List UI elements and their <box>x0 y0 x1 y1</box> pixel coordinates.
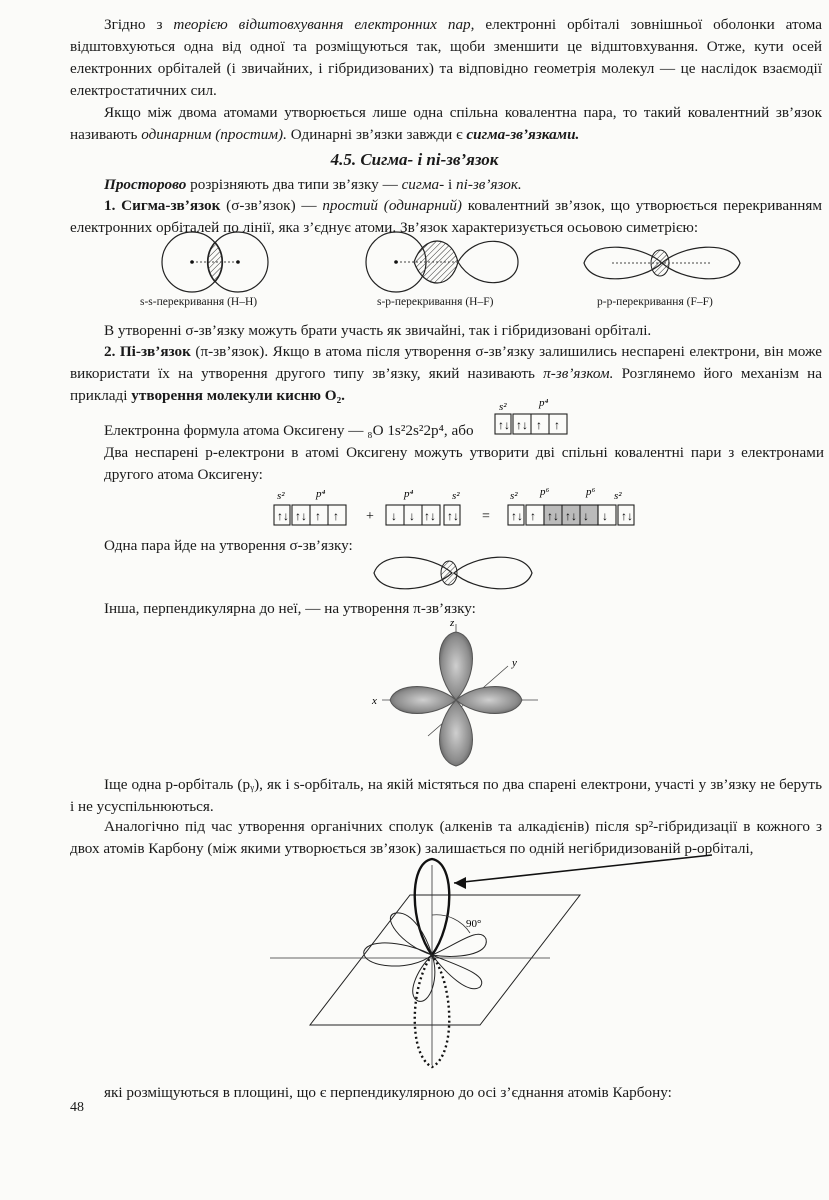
text-emphasis: π-зв’язком. <box>543 365 614 382</box>
svg-text:↑: ↑ <box>333 509 339 523</box>
text-emphasis: теорією відштовхування електронних пар, <box>173 16 475 33</box>
label-s2: s² <box>510 490 518 502</box>
o2-molecule-boxes <box>508 486 634 525</box>
label-p4: p⁴ <box>539 397 549 409</box>
sp-overlap-diagram <box>366 232 526 292</box>
text-emphasis: сигма-зв’язками. <box>466 126 580 143</box>
axis-y-label: y <box>512 657 517 669</box>
text: розрізняють два типи зв’язку — <box>186 176 402 193</box>
svg-text:↑↓: ↑↓ <box>547 509 559 523</box>
svg-text:↑↓: ↑↓ <box>498 418 510 432</box>
label-s2: s² <box>277 490 285 502</box>
paragraph-single-bond <box>70 102 822 146</box>
paragraph-plane: які розміщуються в площині, що є перпендикулярною до осі з’єднання атомів Карбону: <box>104 1084 672 1101</box>
svg-text:↑↓: ↑↓ <box>295 509 307 523</box>
text: (σ-зв’язок) — <box>220 197 323 214</box>
svg-text:↑↓: ↑↓ <box>511 509 523 523</box>
caption-ss: s-s-перекривання (H–H) <box>140 296 258 308</box>
paragraph-sigma-pair: Одна пара йде на утворення σ-зв’язку: <box>104 537 353 554</box>
label-p4: p⁴ <box>316 488 326 500</box>
svg-text:↓: ↓ <box>391 509 397 523</box>
svg-text:↑↓: ↑↓ <box>277 509 289 523</box>
paragraph-oxygen-formula: Електронна формула атома Оксигену — ₈O 1s²2s²2p⁴, або <box>104 422 474 439</box>
svg-text:↓: ↓ <box>583 509 589 523</box>
svg-text:↑↓: ↑↓ <box>424 509 436 523</box>
text: Розглянемо його механізм на прикладі <box>70 365 822 404</box>
plus-sign: + <box>366 509 374 524</box>
svg-text:↑↓: ↑↓ <box>621 509 633 523</box>
pp-overlap-diagram <box>582 243 742 283</box>
svg-text:↑: ↑ <box>536 418 542 432</box>
svg-text:↑: ↑ <box>530 509 536 523</box>
paragraph-pi-pair: Інша, перпендикулярна до неї, — на утворення π-зв’язку: <box>104 600 476 617</box>
paragraph-py-orbital <box>70 774 822 818</box>
svg-text:↑: ↑ <box>554 418 560 432</box>
text: Згідно з <box>104 16 174 33</box>
pi-bond-orbital-diagram <box>368 616 548 768</box>
text-emphasis: пі-зв’язок. <box>456 176 522 193</box>
label-p6: p⁶ <box>540 486 550 498</box>
paragraph-sigma-participation <box>70 320 822 342</box>
label-p6: p⁶ <box>586 486 596 498</box>
paragraph-unpaired-electrons: Два неспарені p-електрони в атомі Оксигену можуть утворити дві спільні ковалентні пари з електронами другого атома Оксигену: <box>104 444 824 483</box>
svg-text:↓: ↓ <box>409 509 415 523</box>
paragraph-pi-definition <box>70 341 822 407</box>
angle-label: 90° <box>466 918 482 930</box>
text-emphasis: одинарним (простим). <box>141 126 287 143</box>
label-s2: s² <box>452 490 460 502</box>
axis-x-label: x <box>372 695 377 707</box>
svg-text:↑↓: ↑↓ <box>447 509 459 523</box>
paragraph-repulsion-theory <box>70 14 822 102</box>
text-emphasis: Просторово <box>104 176 187 193</box>
text: Іще одна p-орбіталь (pᵧ), як і s-орбіталь, на якій містяться по два спарені електрони, участі у зв’язку не беруть і не усуспільнюються. <box>70 776 822 815</box>
text-emphasis: простий (одинарний) <box>322 197 462 214</box>
text: В утворенні σ-зв’язку можуть брати участь як звичайні, так і гібридизовані орбіталі. <box>104 322 652 339</box>
label-p4: p⁴ <box>404 488 414 500</box>
svg-text:↑↓: ↑↓ <box>565 509 577 523</box>
caption-sp: s-p-перекривання (H–F) <box>377 296 494 308</box>
section-heading: 4.5. Сигма- і пі-зв’язок <box>330 150 499 169</box>
text: Аналогічно під час утворення органічних сполук (алкенів та алкадієнів) після sp²-гібридизації в кожного з двох атомів Карбону (між якими утворюється зв’язок) залишається по одній негібридизованій p-орбіталі, <box>70 818 822 857</box>
text-strong: 1. Сигма-зв’язок <box>104 197 221 214</box>
text-emphasis: сигма- <box>401 176 445 193</box>
text-strong: утворення молекули кисню O₂. <box>131 387 345 404</box>
paragraph-two-types <box>70 174 822 196</box>
ss-overlap-diagram <box>160 232 280 292</box>
text-strong: 2. Пі-зв’язок <box>104 343 191 360</box>
paragraph-organic-compounds <box>70 816 822 860</box>
pp-sigma-overlap-diagram <box>372 553 534 593</box>
text: і <box>444 176 456 193</box>
text: ковалентний зв’язок, що утворюється перекриванням електронних орбіталей по лінії, яка з’єднує атоми. Зв’язок характеризується осьовою симетрією: <box>70 197 822 236</box>
text: електронні орбіталі зовнішньої оболонки атома відштовхуються одна від одної та розміщуються так, щоби зменшити це відштовхування. Отже, кути осей електронних орбіталей (і звичайних, і гібридизованих) та відповідно геометрія молекул — це наслідок взаємодії електростатичних сил. <box>70 16 822 99</box>
svg-text:↑: ↑ <box>315 509 321 523</box>
svg-text:↑↓: ↑↓ <box>516 418 528 432</box>
label-s2: s² <box>499 401 507 413</box>
text: Одинарні зв’язки завжди є <box>286 126 467 143</box>
page-number: 48 <box>70 1100 84 1115</box>
svg-text:↓: ↓ <box>602 509 608 523</box>
axis-z-label: z <box>450 617 455 629</box>
oxygen-b-boxes <box>386 488 460 525</box>
oxygen-orbital-boxes <box>493 394 573 438</box>
sp2-p-orbital-diagram <box>280 855 760 1077</box>
text: Якщо між двома атомами утворюється лише одна спільна ковалентна пара, то такий ковалентний зв’язок називають <box>70 104 822 143</box>
caption-pp: p-p-перекривання (F–F) <box>597 296 713 308</box>
text: (π-зв’язок). Якщо в атома після утворення σ-зв’язку залишились неспарені електрони, він може використати їх на утворення другого типу зв’язку, який називають <box>70 343 823 382</box>
label-s2: s² <box>614 490 622 502</box>
o2-orbital-scheme <box>272 483 632 531</box>
equals-sign: = <box>482 509 490 524</box>
oxygen-a-boxes <box>274 488 346 525</box>
